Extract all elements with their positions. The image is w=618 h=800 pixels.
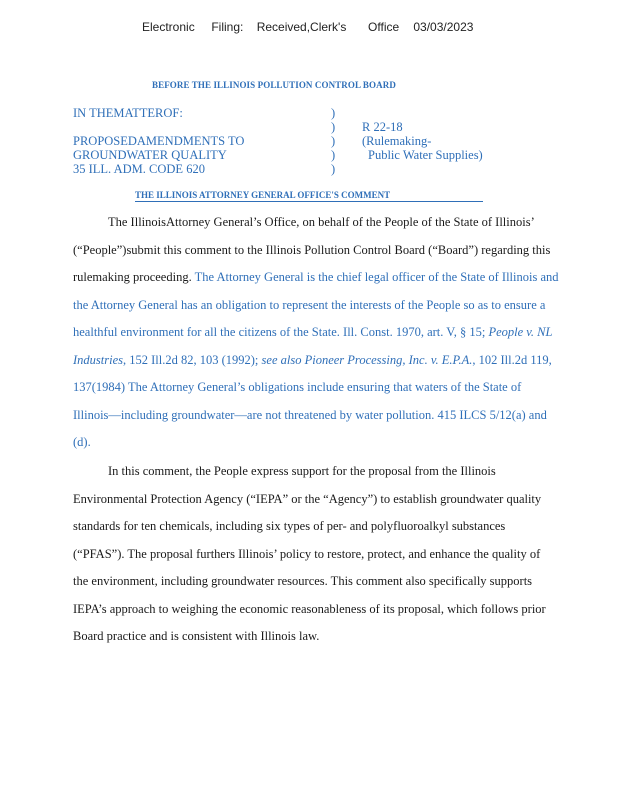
caption-paren: ) [331,106,336,120]
comment-title: THE ILLINOIS ATTORNEY GENERAL OFFICE'S COMMENT [135,190,483,202]
para1-text: , 152 Ill.2d 82, 103 (1992); [123,352,259,367]
para1-line [73,347,593,375]
para1-line [73,264,593,292]
caption-paren: ) [331,120,336,134]
stamp-date: 03/03/2023 [413,20,474,34]
para1-text: The Attorney General is the chief legal officer of the State of Illinois and [194,270,559,284]
caption-line-1: PROPOSEDAMENDMENTS TO [73,134,245,148]
para2-line: Board practice and is consistent with Illinois law. [73,629,320,643]
para1-line: the Attorney General has an obligation to represent the interests of the People so as to ensure a [73,297,546,312]
para2-line: standards for ten chemicals, including six types of per- and polyfluoroalkyl substances [73,519,506,533]
para1-text: rulemaking proceeding. [73,270,192,284]
para1-citation: see also Pioneer Processing, Inc. v. E.P.A. [261,352,473,367]
para1-text: , 102 Ill.2d 119, [472,352,552,367]
paragraph-1 [73,209,593,457]
para2-text: In this comment, the People express support for the proposal from the Illinois [108,464,496,478]
stamp-electronic: Electronic [142,20,195,34]
caption-paren: ) [331,162,336,176]
in-the-matter: IN THEMATTEROF: [73,106,183,120]
para1-citation: People v. NL [488,325,553,339]
para1-line [73,319,593,347]
para1-line [73,209,593,237]
para2-line [73,458,593,486]
caption-line-2: GROUNDWATER QUALITY [73,148,227,162]
para2-line: the environment, including groundwater resources. This comment also specifically supports [73,574,533,588]
stamp-office: Office [368,20,400,34]
para1-text: healthful environment for all the citizens of the State. Ill. Const. 1970, art. V, § 15; [73,325,486,339]
para2-line: (“PFAS”). The proposal furthers Illinois’ policy to restore, protect, and enhance the quality of [73,546,541,561]
board-heading: BEFORE THE ILLINOIS POLLUTION CONTROL BOARD [152,80,396,90]
filing-stamp [142,20,473,34]
para2-line: Environmental Protection Agency (“IEPA” or the “Agency”) to establish groundwater quality [73,491,542,506]
paragraph-2 [73,458,593,651]
stamp-filing: Filing: [211,20,244,34]
para1-line: 137(1984) The Attorney General’s obligations include ensuring that waters of the State of [73,380,522,394]
docket-public-water: Public Water Supplies) [368,148,483,162]
docket-rulemaking: (Rulemaking- [362,134,432,148]
para1-citation: Industries [73,352,123,367]
para1-line: Illinois—including groundwater—are not threatened by water pollution. 415 ILCS 5/12(a) and [73,407,547,422]
docket-number: R 22-18 [362,120,403,134]
para2-line: IEPA’s approach to weighing the economic reasonableness of its proposal, which follows prior [73,601,546,616]
para1-line: (“People”)submit this comment to the Illinois Pollution Control Board (“Board”) regarding this [73,242,551,257]
para1-text: The IllinoisAttorney General’s Office, on behalf of the People of the State of Illinois’ [108,215,535,229]
para1-line: (d). [73,435,91,449]
caption-line-3: 35 ILL. ADM. CODE 620 [73,162,205,176]
stamp-received: Received,Clerk's [256,20,347,34]
caption-paren: ) [331,134,336,148]
caption-paren: ) [331,148,336,162]
